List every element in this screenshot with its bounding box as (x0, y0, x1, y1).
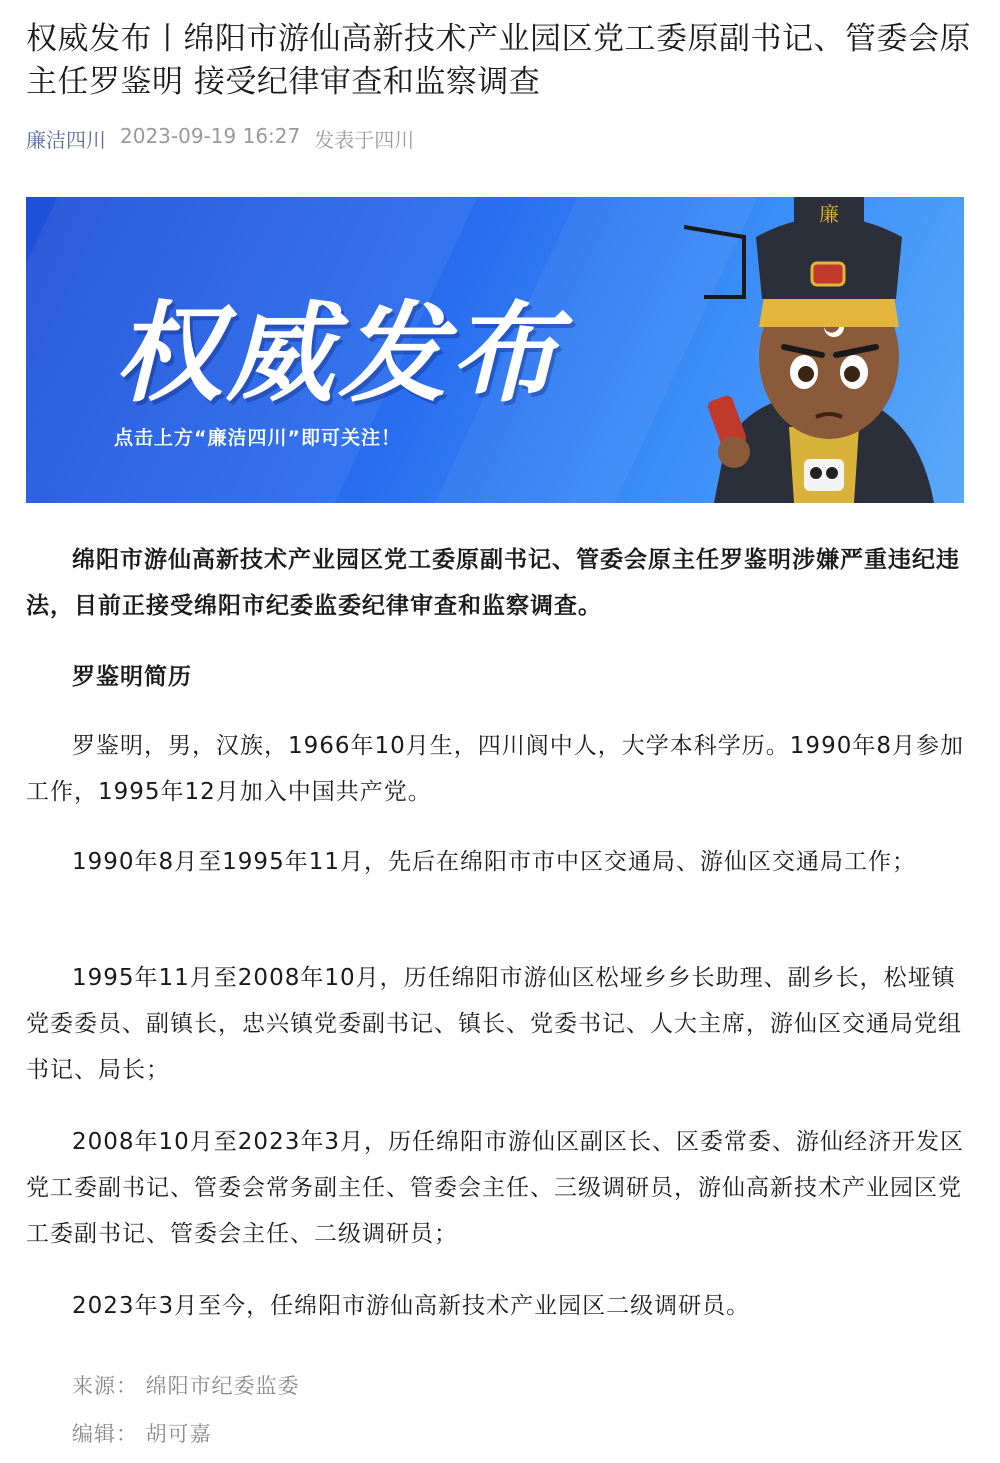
resume-paragraph-5: 2023年3月至今，任绵阳市游仙高新技术产业园区二级调研员。 (72, 1293, 751, 1319)
mascot-illustration (684, 197, 964, 503)
banner-title: 权威发布 (114, 292, 563, 417)
editor-line: 编辑： 胡可嘉 (72, 1422, 212, 1446)
lead-paragraph: 绵阳市游仙高新技术产业园区党工委原副书记、管委会原主任罗鉴明涉嫌严重违纪违法，目前正接受绵阳市纪委监委纪律审查和监察调查。 (26, 547, 960, 619)
mascot-badge: 廉 (819, 202, 839, 226)
banner-subtitle: 点击上方“廉洁四川”即可关注！ (114, 427, 401, 449)
resume-heading: 罗鉴明简历 (72, 664, 192, 690)
account-link[interactable]: 廉洁四川 (26, 128, 106, 152)
article-title: 权威发布丨绵阳市游仙高新技术产业园区党工委原副书记、管委会原主任罗鉴明 接受纪律审查和监察调查 (26, 21, 971, 100)
source-line: 来源： 绵阳市纪委监委 (72, 1374, 300, 1398)
article-meta (26, 124, 414, 153)
resume-paragraph-2: 1990年8月至1995年11月，先后在绵阳市市中区交通局、游仙区交通局工作； (72, 849, 916, 875)
resume-paragraph-4: 2008年10月至2023年3月，历任绵阳市游仙区副区长、区委常委、游仙经济开发区党工委副书记、管委会常务副主任、管委会主任、三级调研员，游仙高新技术产业园区党工委副书记、管委会主任、二级调研员； (26, 1129, 964, 1247)
publish-location: 发表于四川 (314, 128, 415, 152)
banner-image (26, 197, 964, 503)
resume-paragraph-3: 1995年11月至2008年10月，历任绵阳市游仙区松垭乡乡长助理、副乡长，松垭镇党委委员、副镇长，忠兴镇党委副书记、镇长、党委书记、人大主席，游仙区交通局党组书记、局长； (26, 965, 962, 1083)
resume-paragraph-1: 罗鉴明，男，汉族，1966年10月生，四川阆中人，大学本科学历。1990年8月参加工作，1995年12月加入中国共产党。 (26, 733, 964, 805)
publish-datetime: 2023-09-19 16:27 (120, 124, 301, 148)
